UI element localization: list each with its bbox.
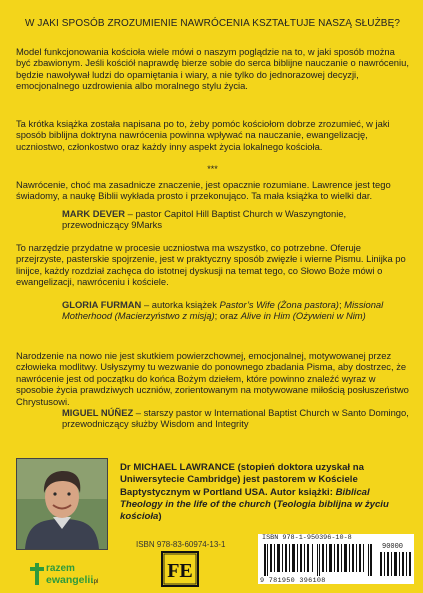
author-bio-text: Dr MICHAEL LAWRANCE (stopień doktora uzyskał na Uniwersytecie Cambridge) jest pastorem w Kościele Baptystycznym w Portland USA. Autor książki:	[120, 462, 364, 498]
barcode-icon	[264, 544, 374, 576]
endorser-role: – autorka książek	[141, 299, 220, 310]
endorsement-1-attribution	[62, 208, 409, 231]
logo-word-razem: razem	[46, 563, 75, 574]
endorser-role-separator: ; oraz	[214, 310, 241, 322]
author-bio	[120, 462, 412, 523]
author-bio-text: )	[158, 511, 162, 523]
endorsement-2-text: To narzędzie przydatne w procesie uczniostwa ma wszystko, co potrzebne. Oferuje przejrzyste, pasterskie spojrzenie, jest w praktyczny sposób zwięzłe i wierne Pismu. Linijka po linijce, każdy rozdział zachęca do istotnej dyskusji na temat tego, co Słowo Boże mówi o ewangelizacji, nawróceniu i kościele.	[16, 242, 406, 288]
book-title: Biblical Theology in the life of the church	[120, 486, 370, 510]
barcode-number: 9 781950 396108	[260, 577, 326, 585]
isbn-label: ISBN 978-83-60974-13-1	[136, 540, 226, 549]
logo-letters: FE	[167, 560, 193, 582]
logo-domain-suffix: .pl	[92, 579, 99, 585]
razem-dla-ewangelii-logo	[26, 559, 110, 589]
description-paragraph-1: Model funkcjonowania kościoła wiele mówi o naszym poglądzie na to, w jaki sposób można być zbawionym. Jeśli kościół naprawdę bierze sobie do serca biblijne nauczanie o nawróceniu, będzie nawoływał ludzi do opamiętania i wiary, a nie tylko do jednorazowej decyzji, emocjonalnego uzdrowienia albo moralnego stylu życia.	[16, 46, 409, 92]
endorsement-2-attribution	[62, 299, 409, 322]
logo-word-ewangelii: ewangelii	[46, 574, 94, 586]
section-separator: ***	[207, 164, 218, 174]
book-title: Missional Motherhood (Macierzyństwo z misją)	[62, 299, 384, 322]
cover-heading: W JAKI SPOSÓB ZROZUMIENIE NAWRÓCENIA KSZTAŁTUJE NASZĄ SŁUŻBĘ?	[24, 18, 401, 29]
endorser-name: GLORIA FURMAN	[62, 299, 142, 310]
description-paragraph-2: Ta krótka książka została napisana po to, żeby pomóc kościołom dobrze zrozumieć, w jaki sposób biblijna doktryna nawrócenia powinna wpływać na nauczanie, ewangelizację, uczniostwo, członkostwo oraz każdy inny aspekt życia lokalnego kościoła.	[16, 118, 390, 152]
book-title: Pastor’s Wife (Żona pastora)	[219, 299, 339, 310]
endorser-role-separator: ;	[338, 299, 345, 310]
endorsement-3-attribution	[62, 407, 409, 430]
endorser-name: MARK DEVER	[62, 208, 126, 219]
author-photo	[16, 458, 108, 550]
barcode-addon-text: 90000	[382, 543, 404, 551]
book-title-polish: Teologia biblijna w życiu kościoła	[120, 498, 389, 523]
endorser-name: MIGUEL NÚÑEZ	[62, 407, 134, 418]
endorsement-1-text: Nawrócenie, choć ma zasadnicze znaczenie, jest opacznie rozumiane. Lawrence jest tego świadomy, a naukę Biblii wykłada prosto i przekonująco. Ta mała książka to wielki dar.	[16, 179, 391, 202]
publisher-fe-logo	[160, 550, 200, 588]
author-bio-text: (	[270, 498, 277, 510]
endorser-role: – starszy pastor w International Baptist Church w Santo Domingo, przewodniczący służby Wisdom and Integrity	[62, 407, 409, 430]
endorser-role: – pastor Capitol Hill Baptist Church w Waszyngtonie, przewodniczący 9Marks	[62, 208, 347, 231]
book-title: Alive in Him (Ożywieni w Nim)	[240, 310, 366, 322]
barcode-addon-icon	[380, 552, 412, 576]
barcode-isbn-text: ISBN 978-1-950396-10-8	[262, 534, 352, 542]
endorsement-3-text: Narodzenie na nowo nie jest skutkiem powierzchownej, emocjonalnej, motywowanej przez człowieka modlitwy. Usłyszymy tu wezwanie do ponownego zbadania Pisma, aby dostrzec, że nawrócenie jest od początku do końca Bożym dziełem, które powinno znaleźć wyraz w sposobie życia prawdziwych uczniów, zorientowanym na motywowane miłością posłuszeństwo Chrystusowi.	[16, 350, 409, 407]
